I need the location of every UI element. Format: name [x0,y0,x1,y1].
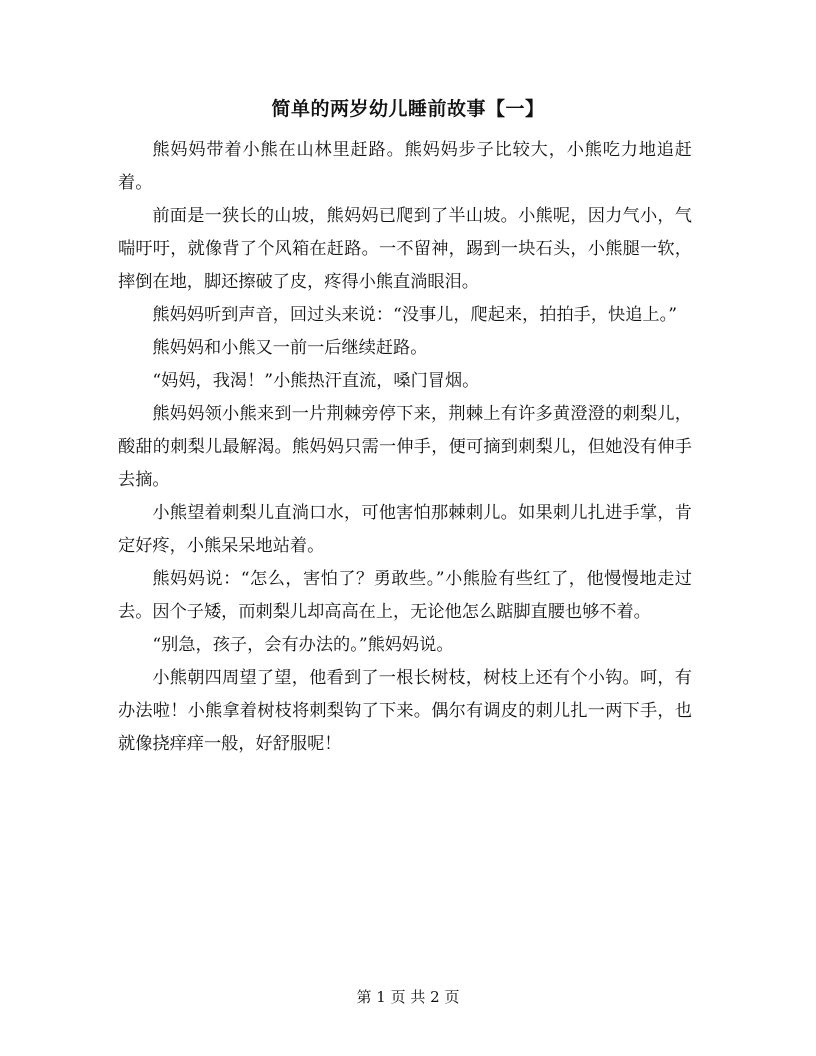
paragraph-3: 熊妈妈听到声音，回过头来说：“没事儿，爬起来，拍拍手，快追上。” [152,305,677,325]
paragraph-2: 前面是一狭长的山坡，熊妈妈已爬到了半山坡。小熊呢，因力气小，气喘吁吁，就像背了个风箱在赶路。一不留神，踢到一块石头，小熊腿一软，摔倒在地，脚还擦破了皮，疼得小熊直淌眼泪。 [118,206,692,292]
paragraph-5: “妈妈，我渴！”小熊热汗直流，嗓门冒烟。 [152,371,480,391]
page-footer-indicator: 第 1 页 共 2 页 [356,988,460,1006]
paragraph-1: 熊妈妈带着小熊在山林里赶路。熊妈妈步子比较大，小熊吃力地追赶着。 [118,140,692,193]
paragraph-9: “别急，孩子，会有办法的。”熊妈妈说。 [152,635,454,655]
paragraph-7: 小熊望着刺梨儿直淌口水，可他害怕那棘刺儿。如果刺儿扎进手掌，肯定好疼，小熊呆呆地站着。 [118,503,692,556]
document-title: 简单的两岁幼儿睡前故事【一】 [271,98,545,120]
paragraph-6: 熊妈妈领小熊来到一片荆棘旁停下来，荆棘上有许多黄澄澄的刺梨儿，酸甜的刺梨儿最解渴。熊妈妈只需一伸手，便可摘到刺梨儿，但她没有伸手去摘。 [118,404,692,490]
paragraph-4: 熊妈妈和小熊又一前一后继续赶路。 [152,338,428,358]
document-body [118,134,692,761]
paragraph-10: 小熊朝四周望了望，他看到了一根长树枝，树枝上还有个小钩。呵，有办法啦！小熊拿着树枝将刺梨钩了下来。偶尔有调皮的刺儿扎一两下手，也就像挠痒痒一般，好舒服呢！ [118,668,692,754]
paragraph-8: 熊妈妈说：“怎么，害怕了？勇敢些。”小熊脸有些红了，他慢慢地走过去。因个子矮，而刺梨儿却高高在上，无论他怎么踮脚直腰也够不着。 [118,569,692,622]
